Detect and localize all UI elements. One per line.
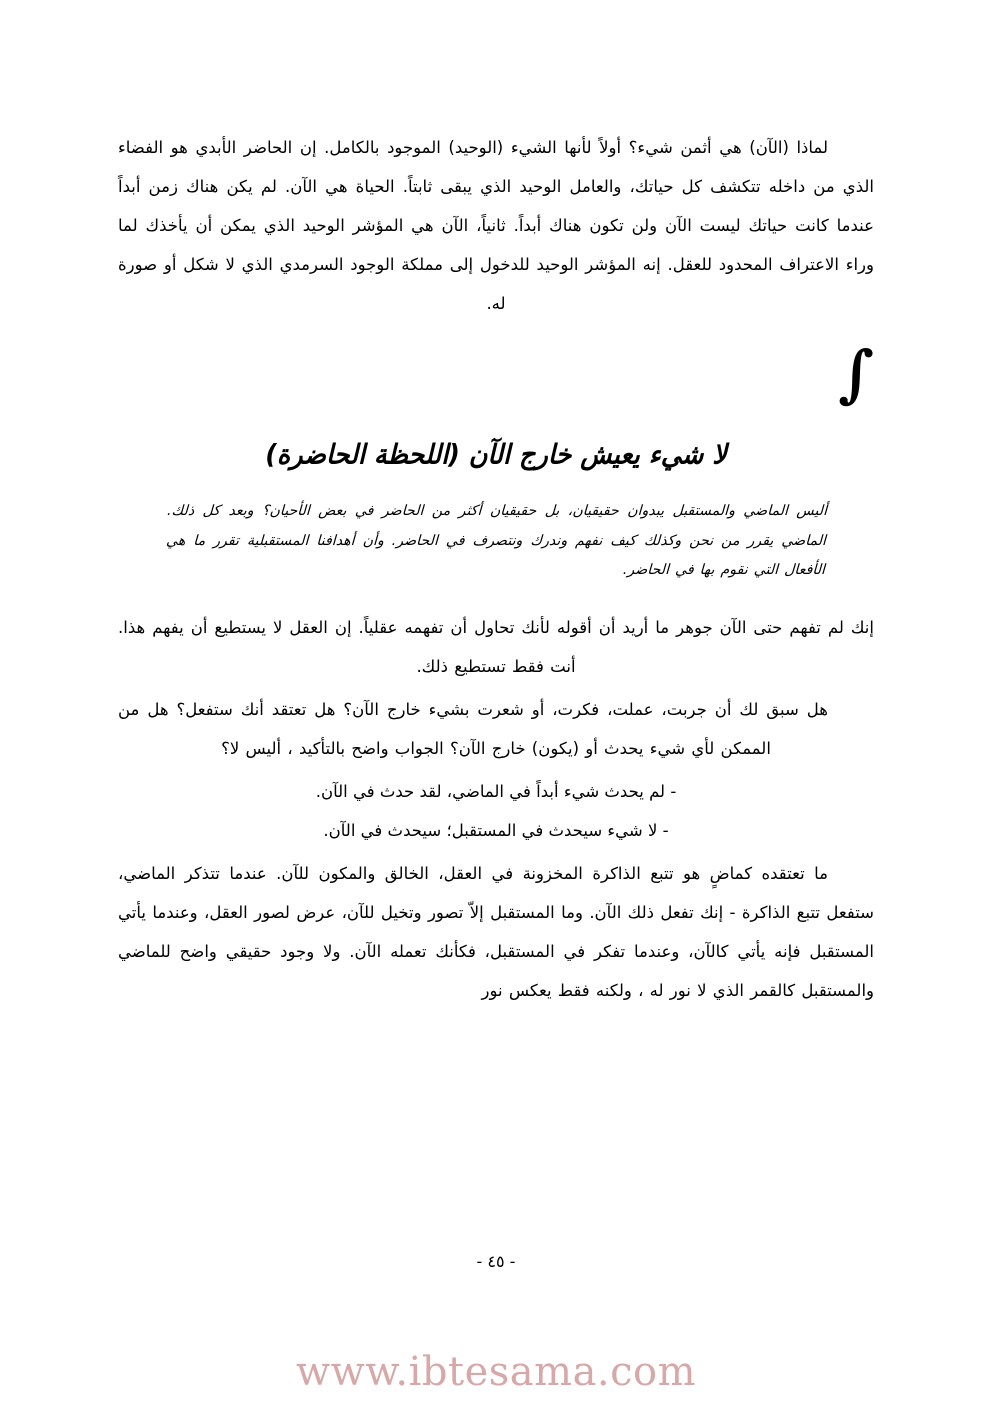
page-content [118,128,874,1010]
body-paragraph-1: لماذا (الآن) هي أثمن شيء؟ أولاً لأنها الشيء (الوحيد) الموجود بالكامل. إن الحاضر الأبدي هو الفضاء الذي من داخله تتكشف كل حياتك، والعامل الوحيد الذي يبقى ثابتاً. الحياة هي الآن. لم يكن هناك زمن أبداً عندما كانت حياتك ليست الآن ولن تكون هناك أبداً. ثانياً، الآن هي المؤشر الوحيد الذي يمكن أن يأخذك لما وراء الاعتراف المحدود للعقل. إنه المؤشر الوحيد للدخول إلى مملكة الوجود السرمدي الذي لا شكل أو صورة له. [118,138,874,313]
body-paragraph-4: ما تعتقده كماضٍ هو تتبع الذاكرة المخزونة في العقل، الخالق والمكون للآن. عندما تتذكر الماضي، ستفعل تتبع الذاكرة - إنك تفعل ذلك الآن. وما المستقبل إلاّ تصور وتخيل للآن، عرض لصور العقل، وعندما يأتي المستقبل فإنه يأتي كالآن، وعندما تفكر في المستقبل، فكأنك تعمله الآن. ولا وجود حقيقي واضح للماضي والمستقبل كالقمر الذي لا نور له ، ولكنه فقط يعكس نور [118,863,874,1000]
decorative-flourish-icon: ∫ [838,337,874,410]
quote-paragraph: أليس الماضي والمستقبل يبدوان حقيقيان، بل حقيقيان أكثر من الحاضر في بعض الأحيان؟ وبعد كل ذلك. الماضي يقرر من نحن وكذلك كيف نفهم وندرك ونتصرف في الحاضر. وأن أهدافنا المستقبلية تقرر ما هي الأفعال التي نقوم بها في الحاضر. [165,503,828,578]
dash-list-item-2: - لا شيء سيحدث في المستقبل؛ سيحدث في الآن. [323,820,669,840]
ornament-container [118,339,874,435]
body-paragraph-2: إنك لم تفهم حتى الآن جوهر ما أريد أن أقوله لأنك تحاول أن تفهمه عقلياً. إن العقل لا يستطيع أن يفهم هذا. أنت فقط تستطيع ذلك. [118,617,874,676]
quote-block [166,497,826,586]
dash-list-item-1: - لم يحدث شيء أبداً في الماضي، لقد حدث في الآن. [315,781,677,801]
page-number: - ٤٥ - [476,1252,516,1271]
body-paragraph-3: هل سبق لك أن جربت، عملت، فكرت، أو شعرت بشيء خارج الآن؟ هل تعتقد أنك ستفعل؟ هل من الممكن لأي شيء يحدث أو (يكون) خارج الآن؟ الجواب واضح بالتأكيد ، أليس لا؟ [118,699,828,758]
section-heading: لا شيء يعيش خارج الآن (اللحظة الحاضرة) [265,439,727,471]
site-watermark: www.ibtesama.com [295,1349,697,1395]
